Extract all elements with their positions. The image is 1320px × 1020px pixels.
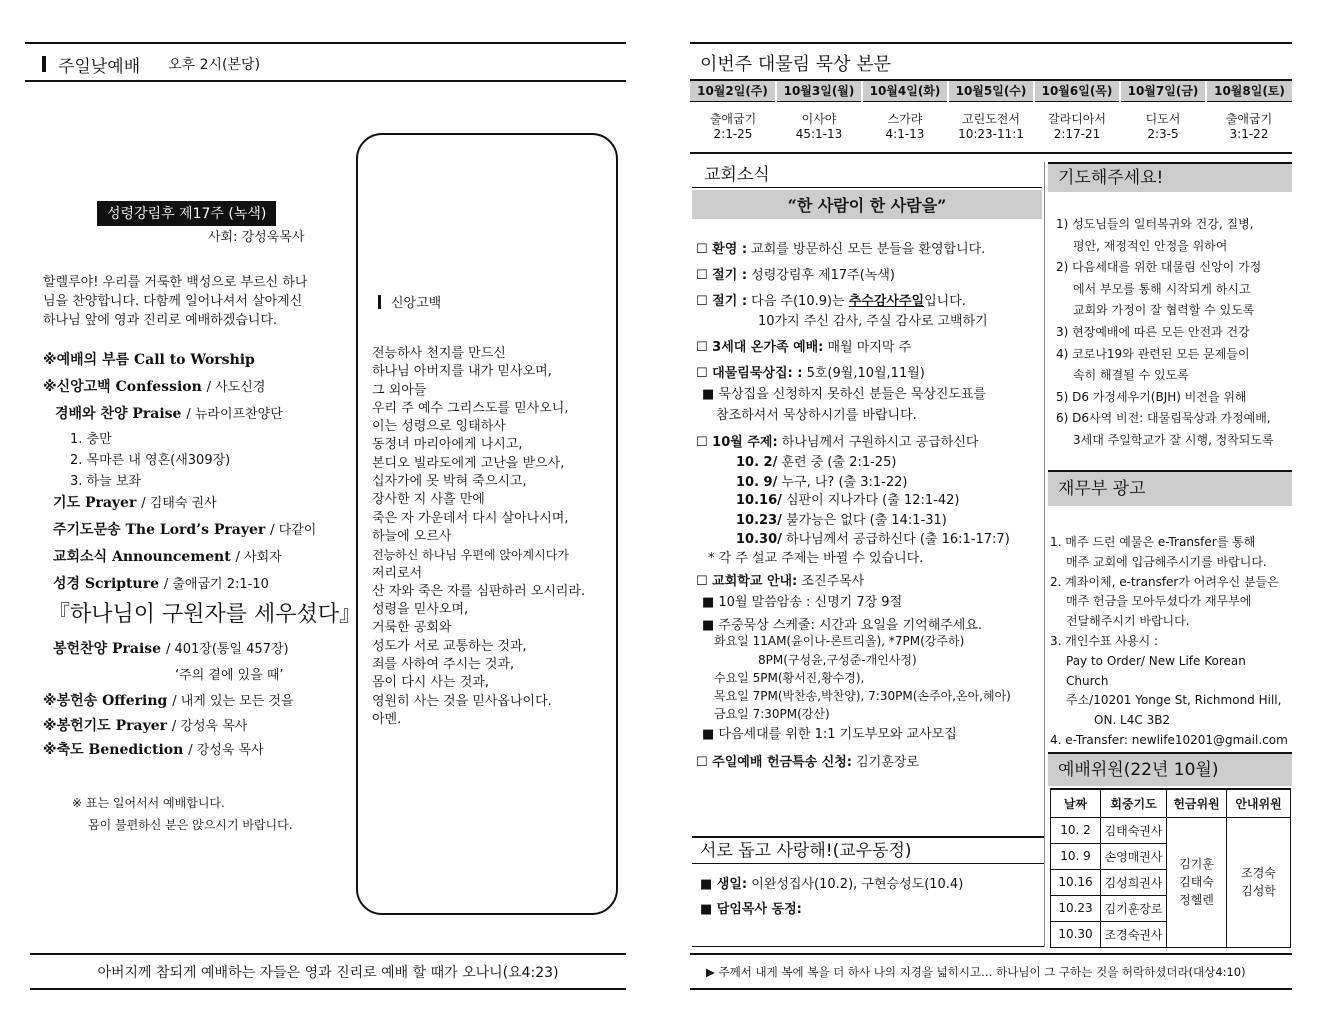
news-theme: ☐ 10월 주제: 하나님께서 구원하시고 공급하신다 — [696, 435, 979, 450]
prayer-heading: 기도해주세요! — [1048, 162, 1292, 192]
finance-line: 전달해주시기 바랍니다. — [1066, 614, 1190, 629]
order-praise: 경배와 찬양 Praise / 뉴라이프찬양단 — [55, 406, 283, 422]
creed-line: 전능하신 하나님 우편에 앉아계시다가 — [372, 548, 569, 563]
fellowship-rule — [692, 946, 1044, 947]
theme-item: 10. 2/ 훈련 중 (출 2:1-25) — [736, 455, 897, 470]
finance-heading: 재무부 광고 — [1048, 470, 1292, 506]
finance-line: 3. 개인수표 사용시 : — [1050, 633, 1159, 648]
left-top-rule — [25, 42, 626, 44]
stand-note: ※ 표는 일어서서 예배합니다. — [72, 796, 225, 810]
creed-line: 동정녀 마리아에게 나시고, — [372, 437, 523, 453]
creed-line: 죄를 사하여 주시는 것과, — [372, 657, 515, 673]
choir-song-title: ‘주의 곁에 있을 때’ — [175, 668, 284, 683]
order-lords-prayer: 주기도문송 The Lord’s Prayer / 다같이 — [53, 522, 317, 538]
right-top-rule — [690, 42, 1292, 44]
creed-line: 하나님 아버지를 내가 믿사오며, — [372, 364, 552, 380]
row-prayer: 조경숙권사 — [1101, 921, 1167, 947]
creed-line: 그 외아들 — [372, 382, 427, 398]
order-benediction: ※축도 Benediction / 강성욱 목사 — [43, 742, 264, 758]
row-date: 10.30 — [1051, 921, 1101, 947]
finance-list — [1050, 533, 1292, 751]
creed-text — [372, 345, 612, 729]
news-thanksgiving-detail: 10가지 주신 감사, 주실 감사로 고백하기 — [758, 314, 988, 329]
prayer-line: 6) D6사역 비전: 대물림묵상과 가정예배, — [1056, 411, 1271, 426]
row-date: 10.16 — [1051, 869, 1101, 895]
theme-item: 10.23/ 불가능은 없다 (출 14:1-31) — [736, 513, 947, 528]
news-welcome: ☐ 환영 : 교회를 방문하신 모든 분들을 환영합니다. — [696, 242, 986, 257]
theme-item: 10. 9/ 누구, 나? (출 3:1-22) — [736, 475, 908, 490]
prayer-line: 3) 현장예배에 따른 모든 안전과 건강 — [1056, 324, 1250, 339]
sermon-title: 『하나님이 구원자를 세우셨다』 — [48, 602, 362, 627]
creed-line: 성령을 믿사오며, — [372, 602, 469, 618]
row-date: 10. 2 — [1051, 817, 1101, 843]
creed-bar — [378, 295, 381, 309]
school-schedule: ■ 주중묵상 스케줄: 시간과 요일을 기억해주세요. — [702, 618, 983, 633]
prayer-line: 교회와 가정이 잘 협력할 수 있도록 — [1073, 303, 1255, 318]
devotion-date: 10월2일(주) — [690, 80, 776, 101]
creed-line: 하늘에 오르사 — [372, 528, 452, 544]
service-title: 주일낮예배 — [58, 56, 141, 77]
col-offering: 헌금위원 — [1167, 789, 1227, 817]
news-devotion-note: ■ 묵상집을 신청하지 못하신 분들은 묵상진도표를 — [702, 387, 987, 402]
devotion-date: 10월6일(목) — [1034, 80, 1120, 101]
schedule-line: 수요일 5PM(황서진,황수경), — [714, 671, 865, 685]
right-footer-verse: ▶ 주께서 내게 복에 복을 더 하사 나의 지경을 넓히시고… 하나님이 그 구하는 것을 허락하셨더라(대상4:10) — [690, 953, 1292, 990]
usher-team: 조경숙 김성학 — [1227, 817, 1291, 947]
order-offering-prayer: ※봉헌기도 Prayer / 강성욱 목사 — [43, 718, 248, 734]
creed-line: 본디오 빌라도에게 고난을 받으사, — [372, 455, 565, 471]
finance-line: ON. L4C 3B2 — [1094, 713, 1171, 728]
creed-line: 영원히 사는 것을 믿사옵나이다. — [372, 693, 552, 709]
devotion-date: 10월7일(금) — [1120, 80, 1206, 101]
call-to-worship-text — [43, 273, 333, 330]
theme-note: * 각 주 설교 주제는 바뀔 수 있습니다. — [708, 551, 924, 566]
news-school: ☐ 교회학교 안내: 조진주목사 — [696, 574, 865, 589]
devotion-date: 10월5일(수) — [948, 80, 1034, 101]
service-time: 오후 2시(본당) — [168, 57, 261, 73]
prayer-line: 3세대 주일학교가 잘 시행, 정착되도록 — [1073, 432, 1274, 447]
order-prayer: 기도 Prayer / 김태숙 권사 — [53, 495, 217, 511]
creed-line: 성도가 서로 교통하는 것과, — [372, 638, 527, 654]
col-prayer: 회중기도 — [1101, 789, 1167, 817]
devotion-passage: 갈라디아서 2:17-21 — [1034, 101, 1120, 153]
news-devotion-note-2: 참조하셔서 묵상하시기를 바랍니다. — [716, 408, 917, 423]
fellowship-heading: 서로 돕고 사랑해!(교우동정) — [692, 836, 1044, 864]
news-motto: “한 사람이 한 사람을” — [692, 190, 1042, 219]
creed-line: 전능하사 천지를 만드신 — [372, 346, 506, 361]
col-usher: 안내위원 — [1227, 789, 1291, 817]
prayer-line: 2) 다음세대를 위한 대물림 신앙이 가정 — [1056, 260, 1262, 275]
offering-team: 김기훈 김태숙 정헬렌 — [1167, 817, 1227, 947]
call-line: 님을 찬양합니다. 다함께 일어나셔서 살아계신 — [43, 294, 303, 309]
order-choir: 봉헌찬양 Praise / 401장(통일 457장) — [53, 641, 289, 657]
school-recruit: ■ 다음세대를 위한 1:1 기도부모와 교사모집 — [702, 727, 957, 742]
devotion-passage: 이사야 45:1-13 — [776, 101, 862, 153]
table-row — [1051, 817, 1291, 843]
finance-line: Pay to Order/ New Life Korean Church — [1066, 653, 1246, 688]
left-footer-verse: 아버지께 참되게 예배하는 자들은 영과 진리로 예배 할 때가 오나니(요4:23) — [30, 953, 626, 990]
creed-line: 몸이 다시 사는 것과, — [372, 675, 489, 691]
worship-staff-heading: 예배위원(22년 10월) — [1048, 752, 1292, 786]
devotion-date: 10월3일(월) — [776, 80, 862, 101]
order-creed: ※신앙고백 Confession / 사도신경 — [43, 379, 266, 395]
order-call: ※예배의 부름 Call to Worship — [43, 352, 255, 368]
left-header-rule — [25, 80, 626, 82]
week-title: 성령강림후 제17주 (녹색) — [97, 201, 276, 226]
row-date: 10.23 — [1051, 895, 1101, 921]
finance-line: 2. 계좌이체, e-transfer가 어려우신 분들은 — [1050, 574, 1279, 589]
devotion-passages — [690, 101, 1292, 153]
prayer-line: 4) 코로나19와 관련된 모든 문제들이 — [1056, 346, 1250, 361]
column-divider — [1044, 162, 1045, 947]
creed-line: 우리 주 예수 그리스도를 믿사오니, — [372, 400, 569, 416]
row-prayer: 김기훈장로 — [1101, 895, 1167, 921]
finance-line: 매주 교회에 입금해주시기를 바랍니다. — [1066, 554, 1267, 569]
school-verse: ■ 10월 말씀암송 : 신명기 7장 9절 — [702, 595, 903, 610]
creed-line: 저리로서 — [372, 565, 423, 581]
song-item: 3. 하늘 보좌 — [70, 474, 141, 489]
table-header-row — [1051, 789, 1291, 817]
presider: 사회: 강성욱목사 — [208, 230, 305, 245]
sit-note: 몸이 불편하신 분은 앉으시기 바랍니다. — [88, 818, 293, 832]
service-header — [30, 50, 626, 78]
prayer-line: 에서 부모를 통해 시작되게 하시고 — [1073, 281, 1251, 296]
creed-line: 이는 성령으로 잉태하사 — [372, 419, 506, 435]
creed-line: 아멘. — [372, 711, 402, 727]
call-line: 할렐루야! 우리를 거룩한 백성으로 부르신 하나 — [43, 275, 308, 290]
header-bar — [42, 56, 46, 72]
news-heading: 교회소식 — [692, 162, 1042, 188]
finance-line: 4. e-Transfer: newlife10201@gmail.com — [1050, 732, 1288, 747]
row-date: 10. 9 — [1051, 843, 1101, 869]
news-season: ☐ 절기 : 성령강림후 제17주(녹색) — [696, 268, 896, 283]
finance-line: 매주 헌금을 모아두셨다가 재무부에 — [1066, 594, 1252, 609]
devotion-date: 10월8일(토) — [1206, 80, 1292, 101]
creed-line: 십자가에 못 박혀 죽으시고, — [372, 474, 527, 490]
schedule-line: 화요일 11AM(윤이나-론트리올), *7PM(강주하) — [714, 634, 965, 648]
news-offering-song: ☐ 주일예배 헌금특송 신청: 김기훈장로 — [696, 755, 919, 770]
prayer-line: 평안, 재정적인 안정을 위하여 — [1073, 238, 1228, 253]
row-prayer: 김태숙권사 — [1101, 817, 1167, 843]
news-thanksgiving: ☐ 절기 : 다음 주(10.9)는 추수감사주일입니다. — [696, 294, 966, 309]
prayer-list — [1056, 214, 1292, 452]
news-devotion-book: ☐ 대물림묵상집: : 5호(9월,10월,11월) — [696, 366, 925, 381]
finance-line: 주소/10201 Yonge St, Richmond Hill, — [1066, 693, 1282, 708]
prayer-line: 속히 해결될 수 있도록 — [1073, 368, 1189, 383]
prayer-line: 5) D6 가정세우기(BJH) 비전을 위해 — [1056, 389, 1247, 404]
song-item: 1. 충만 — [70, 432, 112, 447]
col-date: 날짜 — [1051, 789, 1101, 817]
devotion-passage: 디도서 2:3-5 — [1120, 101, 1206, 153]
creed-line: 죽은 자 가운데서 다시 살아나시며, — [372, 510, 569, 526]
creed-heading: 신앙고백 — [378, 292, 441, 311]
pastor-news: ■ 담임목사 동정: — [700, 902, 802, 917]
devotion-table — [690, 79, 1292, 154]
devotion-date: 10월4일(화) — [862, 80, 948, 101]
order-scripture: 성경 Scripture / 출애굽기 2:1-10 — [53, 576, 269, 592]
devotion-passage: 스가랴 4:1-13 — [862, 101, 948, 153]
devotion-dates — [690, 80, 1292, 101]
theme-item: 10.16/ 심판이 지나가다 (출 12:1-42) — [736, 493, 960, 508]
schedule-line: 목요일 7PM(박찬송,박찬양), 7:30PM(손주아,온아,혜아) — [714, 689, 1011, 703]
devotion-passage: 출애굽기 2:1-25 — [690, 101, 776, 153]
creed-line: 산 자와 죽은 자를 심판하러 오시리라. — [372, 583, 586, 599]
order-announcement: 교회소식 Announcement / 사회자 — [53, 549, 282, 565]
song-item: 2. 목마른 내 영혼(새309장) — [70, 453, 231, 468]
order-offering: ※봉헌송 Offering / 내게 있는 모든 것을 — [43, 693, 294, 709]
call-line: 하나님 앞에 영과 진리로 예배하겠습니다. — [43, 313, 278, 328]
news-family-worship: ☐ 3세대 온가족 예배: 매월 마지막 주 — [696, 340, 912, 355]
row-prayer: 손영매권사 — [1101, 843, 1167, 869]
row-prayer: 김성희권사 — [1101, 869, 1167, 895]
birthday-news: ■ 생일: 이완성집사(10.2), 구현승성도(10.4) — [700, 877, 964, 892]
devotion-passage: 고린도전서 10:23-11:1 — [948, 101, 1034, 153]
schedule-line: 금요일 7:30PM(강산) — [714, 707, 830, 721]
prayer-line: 1) 성도님들의 일터복귀와 건강, 질병, — [1056, 217, 1254, 231]
worship-staff-table — [1050, 788, 1291, 948]
creed-line: 거룩한 공회와 — [372, 620, 452, 636]
schedule-line: 8PM(구성윤,구성준-개인사정) — [758, 653, 917, 667]
devotion-passage: 출애굽기 3:1-22 — [1206, 101, 1292, 153]
theme-item: 10.30/ 하나님께서 공급하신다 (출 16:1-17:7) — [736, 532, 1010, 547]
devotion-title: 이번주 대물림 묵상 본문 — [700, 54, 892, 75]
creed-line: 장사한 지 사흘 만에 — [372, 492, 485, 508]
finance-line: 1. 매주 드린 예물은 e-Transfer를 통해 — [1050, 535, 1256, 549]
